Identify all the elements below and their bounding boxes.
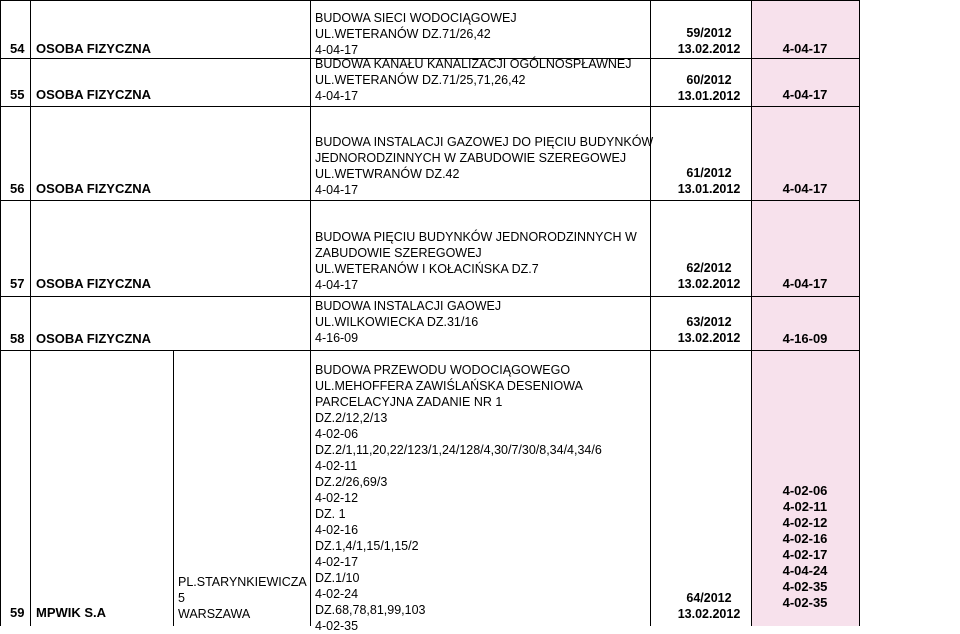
decision-dates (751, 87, 859, 103)
row-divider (0, 350, 860, 351)
investor-name: OSOBA FIZYCZNA (36, 41, 152, 56)
desc-line: BUDOWA SIECI WODOCIĄGOWEJ (315, 11, 517, 25)
project-description (315, 362, 602, 634)
desc-line: BUDOWA PRZEWODU WODOCIĄGOWEGO (315, 363, 571, 377)
row-divider (0, 0, 860, 1)
col-divider (30, 0, 31, 626)
decision-date: 4-02-35 (782, 595, 828, 610)
permit-date: 13.02.2012 (677, 277, 741, 291)
permit-date: 13.02.2012 (677, 42, 741, 56)
investor-name: OSOBA FIZYCZNA (36, 276, 152, 291)
row-number: 56 (10, 181, 25, 196)
permit-date: 13.01.2012 (677, 89, 741, 103)
permit-number: 59/2012 (686, 26, 732, 40)
desc-line: 4-02-35 (315, 619, 359, 633)
desc-line: 4-02-24 (315, 587, 359, 601)
col-divider (310, 0, 311, 626)
desc-line: UL.WETWRANÓW DZ.42 (315, 167, 460, 181)
permit-number: 63/2012 (686, 315, 732, 329)
desc-line: 4-04-17 (315, 43, 359, 57)
decision-dates (751, 483, 859, 611)
permit-number: 62/2012 (686, 261, 732, 275)
desc-line: 4-02-16 (315, 523, 359, 537)
investor-name: OSOBA FIZYCZNA (36, 331, 152, 346)
permit-date: 13.02.2012 (677, 607, 741, 621)
desc-line: UL.MEHOFFERA ZAWIŚLAŃSKA DESENIOWA (315, 379, 583, 393)
decision-date: 4-04-24 (782, 563, 828, 578)
col-divider (859, 0, 860, 626)
permit-number: 61/2012 (686, 166, 732, 180)
row-divider (0, 296, 860, 297)
project-description (315, 134, 653, 198)
decision-dates (751, 41, 859, 57)
row-divider (0, 106, 860, 107)
decision-date: 4-02-16 (782, 531, 828, 546)
desc-line: BUDOWA PIĘCIU BUDYNKÓW JEDNORODZINNYCH W (315, 230, 637, 244)
desc-line: UL.WETERANÓW I KOŁACIŃSKA DZ.7 (315, 262, 539, 276)
desc-line: 4-02-11 (315, 459, 358, 473)
decision-date: 4-04-17 (782, 87, 828, 102)
row-number: 59 (10, 605, 25, 620)
investor-name: OSOBA FIZYCZNA (36, 87, 152, 102)
desc-line: 4-02-06 (315, 427, 359, 441)
desc-line: BUDOWA INSTALACJI GAOWEJ (315, 299, 502, 313)
desc-line: BUDOWA KANAŁU KANALIZACJI OGÓLNOSPŁAWNEJ (315, 57, 632, 71)
row-number: 54 (10, 41, 25, 56)
desc-line: UL.WETERANÓW DZ.71/26,42 (315, 27, 491, 41)
decision-date: 4-16-09 (782, 331, 828, 346)
desc-line: ZABUDOWIE SZEREGOWEJ (315, 246, 482, 260)
desc-line: DZ. 1 (315, 507, 346, 521)
permit-date: 13.01.2012 (677, 182, 741, 196)
desc-line: PARCELACYJNA ZADANIE NR 1 (315, 395, 503, 409)
permit-number: 64/2012 (686, 591, 732, 605)
col-divider (0, 0, 1, 626)
col-divider (173, 350, 174, 626)
investor-name: MPWIK S.A (36, 605, 107, 620)
decision-date: 4-02-11 (782, 499, 828, 514)
desc-line: 4-04-17 (315, 183, 359, 197)
desc-line: DZ.2/26,69/3 (315, 475, 388, 489)
desc-line: DZ.2/12,2/13 (315, 411, 388, 425)
row-number: 58 (10, 331, 25, 346)
project-description (315, 229, 637, 293)
desc-line: UL.WETERANÓW DZ.71/25,71,26,42 (315, 73, 526, 87)
desc-line: 4-16-09 (315, 331, 359, 345)
desc-line: DZ.68,78,81,99,103 (315, 603, 426, 617)
decision-date: 4-02-35 (782, 579, 828, 594)
row-number: 55 (10, 87, 25, 102)
decision-date: 4-02-17 (782, 547, 828, 562)
desc-line: 4-04-17 (315, 278, 359, 292)
project-description (315, 298, 501, 346)
decision-date: 4-02-12 (782, 515, 828, 530)
decision-date: 4-04-17 (782, 276, 828, 291)
decision-date: 4-02-06 (782, 483, 828, 498)
project-description (315, 10, 517, 58)
desc-line: 4-02-17 (315, 555, 359, 569)
project-description (315, 56, 632, 104)
row-number: 57 (10, 276, 25, 291)
permit-number: 60/2012 (686, 73, 732, 87)
desc-line: DZ.1/10 (315, 571, 360, 585)
address-line: 5 (178, 591, 185, 605)
decision-dates (751, 181, 859, 197)
desc-line: JEDNORODZINNYCH W ZABUDOWIE SZEREGOWEJ (315, 151, 627, 165)
decision-dates (751, 331, 859, 347)
permit-date: 13.02.2012 (677, 331, 741, 345)
desc-line: DZ.1,4/1,15/1,15/2 (315, 539, 419, 553)
investor-address (178, 574, 307, 622)
address-line: PL.STARYNKIEWICZA (178, 575, 307, 589)
investor-name: OSOBA FIZYCZNA (36, 181, 152, 196)
address-line: WARSZAWA (178, 607, 251, 621)
desc-line: BUDOWA INSTALACJI GAZOWEJ DO PIĘCIU BUDYNKÓW (315, 135, 654, 149)
desc-line: DZ.2/1,11,20,22/123/1,24/128/4,30/7/30/8,34/4,34/6 (315, 443, 602, 457)
decision-date: 4-04-17 (782, 181, 828, 196)
decision-dates (751, 276, 859, 292)
desc-line: UL.WILKOWIECKA DZ.31/16 (315, 315, 479, 329)
desc-line: 4-02-12 (315, 491, 359, 505)
desc-line: 4-04-17 (315, 89, 359, 103)
decision-date: 4-04-17 (782, 41, 828, 56)
row-divider (0, 200, 860, 201)
